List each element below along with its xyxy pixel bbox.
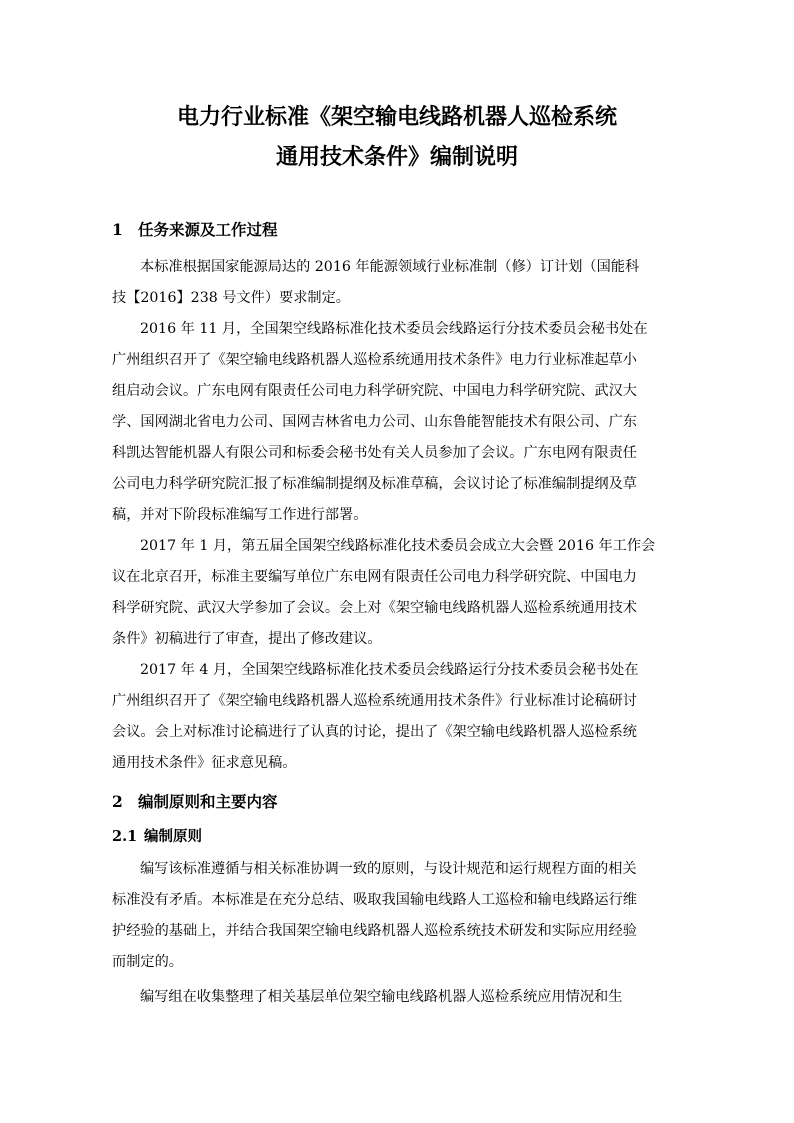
document-title-line-2: 通用技术条件》编制说明	[275, 144, 518, 170]
paragraph-line: 组启动会议。广东电网有限责任公司电力科学研究院、中国电力科学研究院、武汉大	[112, 383, 637, 399]
section-number: 1	[112, 220, 123, 239]
paragraph-line: 技【2016】238 号文件）要求制定。	[112, 290, 350, 306]
paragraph-line: 2017 年 4 月，全国架空线路标准化技术委员会线路运行分技术委员会秘书处在	[140, 662, 639, 678]
paragraph-line: 2016 年 11 月，全国架空线路标准化技术委员会线路运行分技术委员会秘书处在	[140, 321, 648, 337]
paragraph-line: 议在北京召开，标准主要编写单位广东电网有限责任公司电力科学研究院、中国电力	[112, 569, 637, 585]
paragraph-line: 科学研究院、武汉大学参加了会议。会上对《架空输电线路机器人巡检系统通用技术	[112, 600, 637, 616]
paragraph-line: 编写该标准遵循与相关标准协调一致的原则，与设计规范和运行规程方面的相关	[140, 861, 637, 877]
paragraph-line: 条件》初稿进行了审查，提出了修改建议。	[112, 631, 382, 647]
paragraph-line: 公司电力科学研究院汇报了标准编制提纲及标准草稿，会议讨论了标准编制提纲及草	[112, 476, 637, 492]
paragraph-line: 而制定的。	[112, 954, 183, 970]
paragraph-line: 护经验的基础上，并结合我国架空输电线路机器人巡检系统技术研发和实际应用经验	[112, 923, 637, 939]
paragraph-line: 编写组在收集整理了相关基层单位架空输电线路机器人巡检系统应用情况和生	[140, 989, 623, 1005]
paragraph-line: 广州组织召开了《架空输电线路机器人巡检系统通用技术条件》行业标准讨论稿研讨	[112, 693, 637, 709]
paragraph-line: 本标准根据国家能源局达的 2016 年能源领域行业标准制（修）订计划（国能科	[140, 259, 640, 275]
paragraph-line: 标准没有矛盾。本标准是在充分总结、吸取我国输电线路人工巡检和输电线路运行维	[112, 892, 637, 908]
section-2-heading	[112, 791, 278, 813]
section-1-heading	[112, 219, 278, 241]
paragraph-line: 2017 年 1 月，第五届全国架空线路标准化技术委员会成立大会暨 2016 年工作会	[140, 538, 656, 554]
document-title-line-1: 电力行业标准《架空输电线路机器人巡检系统	[176, 104, 617, 130]
subsection-2-1-heading	[112, 826, 202, 848]
paragraph-line: 科凯达智能机器人有限公司和标委会秘书处有关人员参加了会议。广东电网有限责任	[112, 445, 637, 461]
paragraph-line: 学、国网湖北省电力公司、国网吉林省电力公司、山东鲁能智能技术有限公司、广东	[112, 414, 637, 430]
paragraph-line: 会议。会上对标准讨论稿进行了认真的讨论，提出了《架空输电线路机器人巡检系统	[112, 724, 637, 740]
paragraph-line: 通用技术条件》征求意见稿。	[112, 755, 297, 771]
subsection-title: 编制原则	[144, 828, 202, 845]
section-title: 任务来源及工作过程	[138, 220, 278, 239]
section-number: 2	[112, 792, 123, 811]
subsection-number: 2.1	[112, 828, 138, 845]
paragraph-line: 广州组织召开了《架空输电线路机器人巡检系统通用技术条件》电力行业标准起草小	[112, 352, 637, 368]
section-title: 编制原则和主要内容	[138, 792, 278, 811]
paragraph-line: 稿，并对下阶段标准编写工作进行部署。	[112, 507, 368, 523]
